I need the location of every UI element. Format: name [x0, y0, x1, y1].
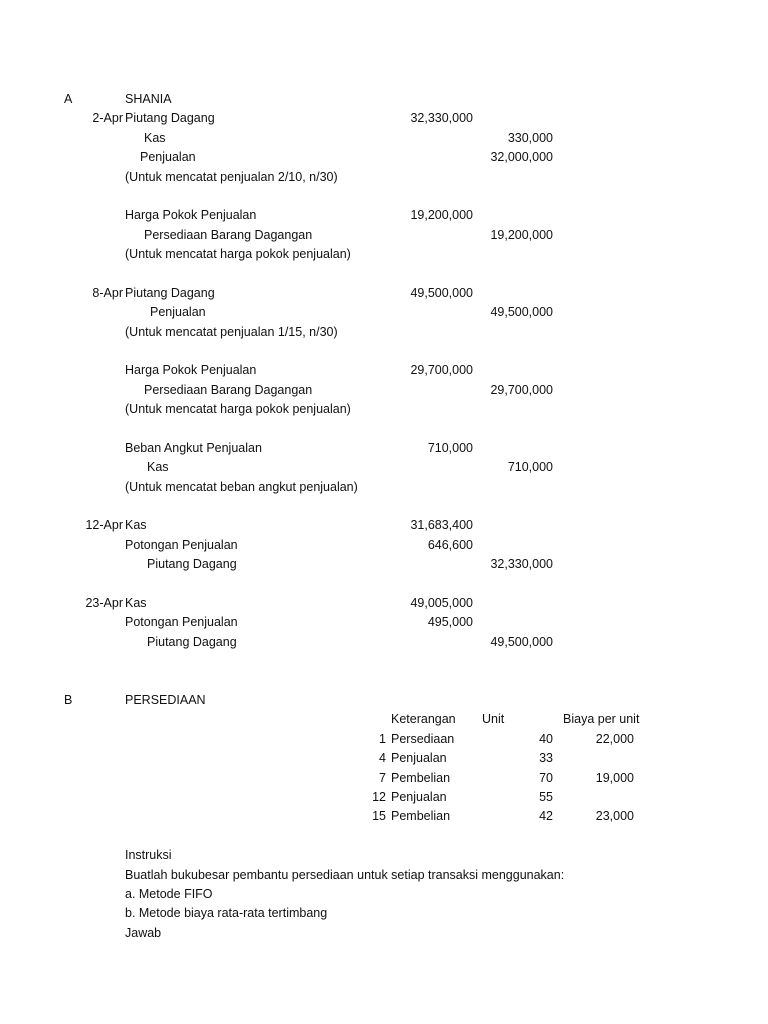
journal-account: Potongan Penjualan [125, 615, 238, 629]
journal-account: Persediaan Barang Dagangan [144, 228, 313, 242]
column-header-biaya: Biaya per unit [563, 712, 640, 726]
journal-debit: 49,005,000 [410, 596, 473, 610]
inventory-day: 12 [372, 790, 386, 804]
inventory-unit: 33 [539, 751, 553, 765]
inventory-description: Pembelian [391, 771, 451, 785]
journal-debit: 49,500,000 [410, 286, 473, 300]
inventory-description: Penjualan [391, 751, 447, 765]
journal-credit: 32,330,000 [490, 557, 553, 571]
journal-debit: 19,200,000 [410, 208, 473, 222]
inventory-unit: 42 [539, 809, 553, 823]
journal-account: Piutang Dagang [147, 557, 237, 571]
journal-debit: 710,000 [427, 441, 473, 455]
journal-account: Piutang Dagang [125, 286, 215, 300]
journal-account: Persediaan Barang Dagangan [144, 383, 313, 397]
journal-note: (Untuk mencatat penjualan 2/10, n/30) [125, 170, 338, 184]
journal-date: 8-Apr [92, 286, 123, 300]
journal-note: (Untuk mencatat harga pokok penjualan) [125, 247, 351, 261]
journal-account: Penjualan [140, 150, 196, 164]
column-header-unit: Unit [482, 712, 505, 726]
journal-debit: 31,683,400 [410, 518, 473, 532]
instruction-item: b. Metode biaya rata-rata tertimbang [125, 906, 328, 920]
answer-label: Jawab [125, 926, 162, 940]
journal-credit: 19,200,000 [490, 228, 553, 242]
journal-account: Piutang Dagang [125, 111, 215, 125]
instruction-item: a. Metode FIFO [125, 887, 213, 901]
instruction-text: Buatlah bukubesar pembantu persediaan untuk setiap transaksi menggunakan: [125, 868, 565, 882]
journal-debit: 29,700,000 [410, 363, 473, 377]
journal-date: 2-Apr [92, 111, 123, 125]
journal-account: Penjualan [150, 305, 206, 319]
instruction-heading: Instruksi [125, 848, 172, 862]
journal-debit: 495,000 [427, 615, 473, 629]
inventory-description: Pembelian [391, 809, 451, 823]
journal-date: 23-Apr [85, 596, 123, 610]
inventory-day: 15 [372, 809, 386, 823]
journal-account: Beban Angkut Penjualan [125, 441, 262, 455]
journal-note: (Untuk mencatat harga pokok penjualan) [125, 402, 351, 416]
journal-credit: 32,000,000 [490, 150, 553, 164]
inventory-cost: 19,000 [595, 771, 634, 785]
journal-account: Kas [125, 596, 147, 610]
journal-account: Potongan Penjualan [125, 538, 238, 552]
section-b-letter: B [64, 693, 73, 707]
journal-debit: 32,330,000 [410, 111, 473, 125]
journal-credit: 49,500,000 [490, 635, 553, 649]
inventory-day: 4 [379, 751, 386, 765]
journal-date: 12-Apr [85, 518, 123, 532]
inventory-day: 7 [379, 771, 386, 785]
journal-credit: 710,000 [507, 460, 553, 474]
inventory-cost: 23,000 [595, 809, 634, 823]
journal-account: Piutang Dagang [147, 635, 237, 649]
inventory-day: 1 [379, 732, 386, 746]
journal-account: Kas [125, 518, 147, 532]
inventory-unit: 70 [539, 771, 553, 785]
journal-note: (Untuk mencatat penjualan 1/15, n/30) [125, 325, 338, 339]
inventory-description: Persediaan [391, 732, 455, 746]
journal-note: (Untuk mencatat beban angkut penjualan) [125, 480, 358, 494]
inventory-unit: 55 [539, 790, 553, 804]
journal-credit: 29,700,000 [490, 383, 553, 397]
journal-account: Kas [144, 131, 166, 145]
section-b-title: PERSEDIAAN [125, 693, 206, 707]
journal-account: Harga Pokok Penjualan [125, 208, 257, 222]
inventory-unit: 40 [539, 732, 553, 746]
inventory-description: Penjualan [391, 790, 447, 804]
journal-account: Harga Pokok Penjualan [125, 363, 257, 377]
journal-debit: 646,600 [427, 538, 473, 552]
section-a-letter: A [64, 92, 73, 106]
column-header-keterangan: Keterangan [391, 712, 456, 726]
journal-account: Kas [147, 460, 169, 474]
section-a-title: SHANIA [125, 92, 172, 106]
journal-credit: 49,500,000 [490, 305, 553, 319]
inventory-cost: 22,000 [595, 732, 634, 746]
journal-credit: 330,000 [507, 131, 553, 145]
